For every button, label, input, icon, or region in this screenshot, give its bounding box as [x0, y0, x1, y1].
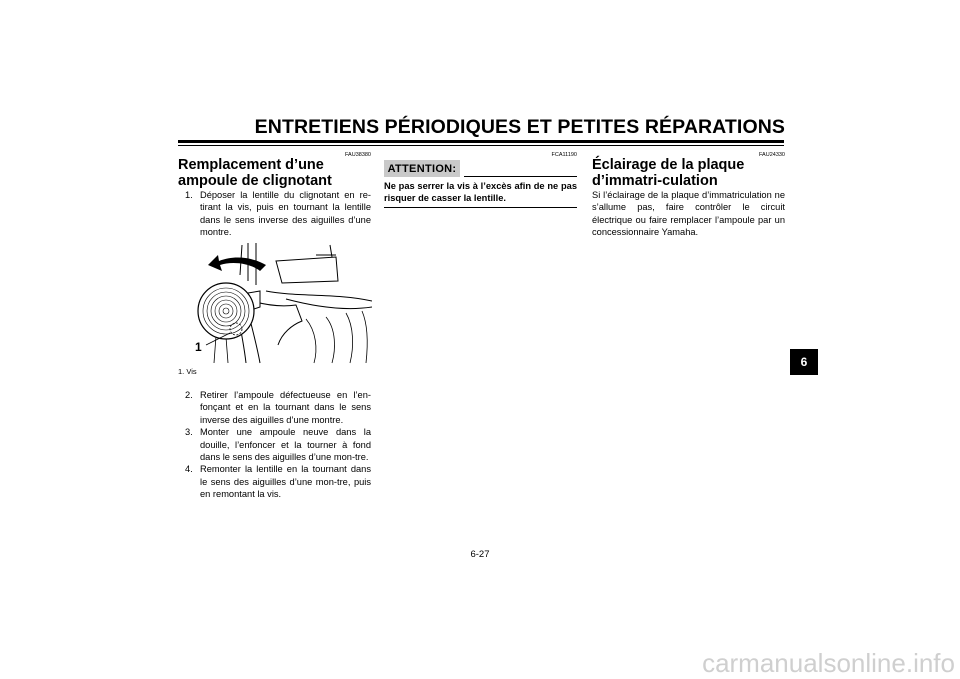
list-item	[185, 389, 371, 426]
section-body-text: Si l’éclairage de la plaque d’immatriculation ne s’allume pas, faire contrôler le circuit électrique ou faire remplacer l’ampoule par un concessionnaire Yamaha.	[592, 190, 785, 238]
chapter-tab: 6	[790, 349, 818, 375]
figure-callout-1: 1	[195, 340, 202, 354]
list-item	[185, 463, 371, 500]
section-heading: Éclairage de la plaque d’immatri-culation	[592, 157, 745, 189]
attention-bottom-rule	[384, 207, 577, 208]
page-header-title: ENTRETIENS PÉRIODIQUES ET PETITES RÉPARATIONS	[254, 116, 785, 138]
attention-label: ATTENTION:	[384, 160, 460, 177]
step-list-2	[185, 389, 371, 501]
section-code: FCA11190	[551, 152, 577, 158]
section-heading: Remplacement d’une ampoule de clignotant	[178, 157, 332, 189]
attention-rule	[464, 176, 577, 177]
step-number: 2.	[185, 390, 193, 400]
step-text: Monter une ampoule neuve dans la douille, l’enfoncer et la tourner à fond dans le sens des aiguilles d’une mon-tre.	[200, 427, 371, 463]
list-item	[185, 426, 371, 463]
attention-text: Ne pas serrer la vis à l’excès afin de ne pas risquer de casser la lentille.	[384, 181, 577, 204]
figure-caption: 1. Vis	[178, 367, 197, 376]
step-list-1	[185, 189, 371, 239]
step-number: 1.	[185, 190, 193, 200]
list-item	[185, 189, 371, 239]
header-rule-thin	[178, 145, 784, 146]
step-text: Retirer l’ampoule défectueuse en l’en-fonçant et en la tournant dans le sens inverse des aiguilles d’une montre.	[200, 390, 371, 425]
watermark: carmanualsonline.info	[702, 648, 955, 678]
step-number: 4.	[185, 464, 193, 475]
section-code: FAU24330	[759, 152, 785, 158]
turn-signal-illustration	[186, 241, 372, 364]
section-code: FAU38380	[345, 152, 371, 158]
step-text: Remonter la lentille en la tournant dans le sens des aiguilles d’une mon-tre, puis en remontant la vis.	[200, 464, 371, 500]
page-number: 6-27	[470, 549, 490, 560]
step-text: Déposer la lentille du clignotant en re-tirant la vis, puis en tournant la lentille dans le sens inverse des aiguilles d’une montre.	[200, 190, 371, 238]
header-rule-thick	[178, 140, 784, 143]
step-number: 3.	[185, 427, 193, 438]
